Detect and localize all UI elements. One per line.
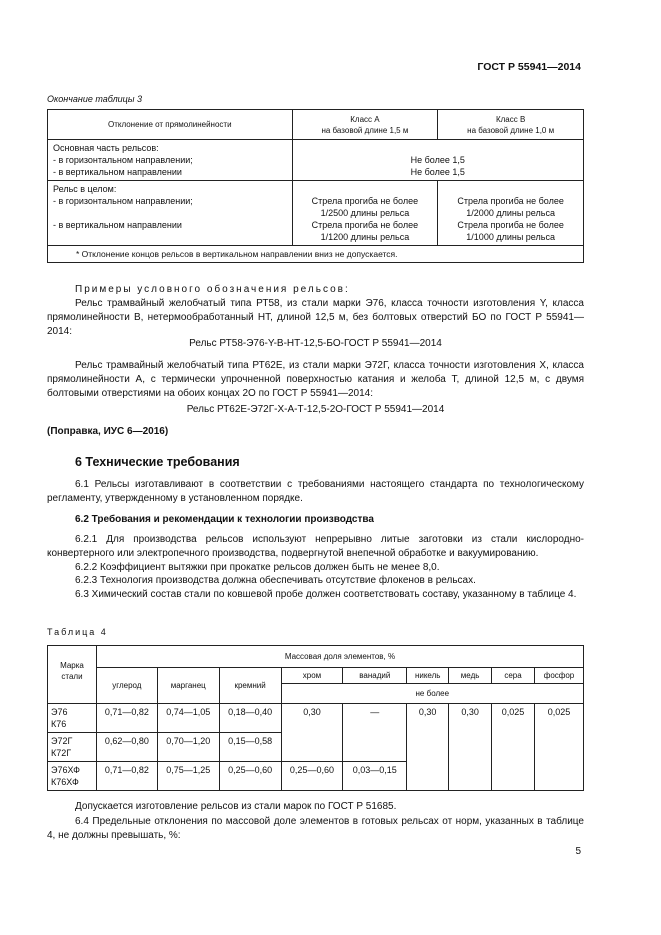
table-cell: [292, 181, 438, 246]
cell-line: - в горизонтальном направлении;: [53, 196, 193, 206]
table-header-cell: [438, 110, 584, 140]
table-header-cell: медь: [449, 668, 492, 684]
example-2-code: Рельс РТ62Е-Э72Г-Х-А-Т-12,5-2О-ГОСТ Р 55941—2014: [186, 404, 445, 415]
page-number: 5: [575, 846, 581, 857]
cell-line: Стрела прогиба не более: [311, 220, 419, 230]
paragraph-6-2-3: 6.2.3 Технология производства должна обеспечивать отсутствие флокенов в рельсах.: [75, 575, 476, 586]
table-header-cell: никель: [407, 668, 449, 684]
grade-line: К72Г: [51, 748, 72, 758]
table-cell: 0,71—0,82: [96, 704, 157, 733]
cell-line: 1/1000 длины рельса: [466, 232, 555, 242]
cell-line: Основная часть рельсов:: [53, 143, 159, 153]
cell-line: 1/2000 длины рельса: [466, 208, 555, 218]
example-1-code: Рельс РТ58-Э76-Y-В-НТ-12,5-БО-ГОСТ Р 55941—2014: [189, 338, 442, 349]
cell-line: Рельс в целом:: [53, 184, 117, 194]
grade-line: К76: [51, 719, 67, 729]
table-header-cell: сера: [492, 668, 535, 684]
cell-line: Не более 1,5: [410, 167, 465, 177]
table-cell: 0,75—1,25: [157, 762, 219, 791]
cell-line: Стрела прогиба не более: [457, 220, 564, 230]
table-cell: —: [343, 704, 407, 762]
cell-line: - в вертикальном направлении: [53, 220, 182, 230]
cell-line: 1/1200 длины рельса: [320, 232, 410, 242]
table-header-cell: хром: [281, 668, 343, 684]
header-line: на базовой длине 1,0 м: [467, 125, 555, 135]
table-cell: 0,70—1,20: [157, 733, 219, 762]
cell-line: - в горизонтальном направлении;: [53, 155, 193, 165]
allowed-grades-note: Допускается изготовление рельсов из стали марок по ГОСТ Р 51685.: [75, 801, 397, 812]
table-cell: 0,025: [492, 704, 535, 791]
table-header-cell: марганец: [157, 668, 219, 704]
cell-line: Стрела прогиба не более: [311, 196, 419, 206]
grade-cell: [48, 762, 97, 791]
table-cell: [48, 140, 293, 181]
table-row: [48, 246, 584, 263]
table-header-cell: ванадий: [343, 668, 407, 684]
grade-line: Э76ХФ: [51, 765, 81, 775]
table-cell: 0,15—0,58: [219, 733, 281, 762]
table-header-cell: Массовая доля элементов, %: [96, 646, 583, 668]
table-row: [48, 704, 584, 733]
table-cell: [48, 181, 293, 246]
paragraph-6-3: 6.3 Химический состав стали по ковшевой пробе должен соответствовать составу, указанному в таблице 4.: [75, 589, 577, 600]
table-cell: 0,03—0,15: [343, 762, 407, 791]
grade-cell: [48, 733, 97, 762]
table-cell: [292, 140, 583, 181]
table-header-cell: фосфор: [534, 668, 583, 684]
table-header-cell: не более: [281, 684, 583, 704]
cell-line: Стрела прогиба не более: [457, 196, 564, 206]
table-cell: 0,74—1,05: [157, 704, 219, 733]
table-header-cell: углерод: [96, 668, 157, 704]
table-header-cell: Марка стали: [48, 646, 97, 704]
table-cell: 0,30: [407, 704, 449, 791]
table-row: [48, 140, 584, 181]
paragraph-6-2-1: 6.2.1 Для производства рельсов используют непрерывно литые заготовки из стали кислородно-конвертерного или электропечного производства, подвергнутой внепечной обработке и вакуумированию.: [47, 534, 584, 559]
table-cell: 0,71—0,82: [96, 762, 157, 791]
paragraph-6-4: 6.4 Предельные отклонения по массовой доле элементов в готовых рельсах от норм, указанных в таблице 4, не должны превышать, %:: [47, 816, 584, 841]
table-cell: [438, 181, 584, 246]
table-cell: 0,18—0,40: [219, 704, 281, 733]
grade-cell: [48, 704, 97, 733]
table-row: [48, 110, 584, 140]
table-header-cell: [292, 110, 438, 140]
examples-heading: Примеры условного обозначения рельсов:: [75, 284, 350, 295]
table-header-cell: Отклонение от прямолинейности: [48, 110, 293, 140]
table-footnote: * Отклонение концов рельсов в вертикальном направлении вниз не допускается.: [48, 246, 584, 263]
table-cell: 0,25—0,60: [219, 762, 281, 791]
paragraph-6-1: 6.1 Рельсы изготавливают в соответствии с требованиями настоящего стандарта по технологическому регламенту, утвержденному в установленном порядке.: [47, 479, 584, 504]
example-2-text: Рельс трамвайный желобчатый типа РТ62Е, из стали марки Э72Г, класса точности изготовления X, класса прямолинейности А, с термически упрочненной поверхностью катания и желоба Т, длиной 12,5 м, с двумя болтовыми отверстиями на обоих концах 2О по ГОСТ Р 55941—2014:: [47, 360, 584, 399]
example-1-text: Рельс трамвайный желобчатый типа РТ58, из стали марки Э76, класса точности изготовления Y, класса прямолинейности В, нетермообработанный НТ, длиной 12,5 м, без болтовых отверстий БО по ГОСТ Р 55941—2014:: [47, 298, 584, 337]
document-header: ГОСТ Р 55941—2014: [477, 61, 581, 73]
cell-line: - в вертикальном направлении: [53, 167, 182, 177]
grade-line: Э72Г: [51, 736, 73, 746]
cell-line: Не более 1,5: [410, 155, 465, 165]
grade-line: Э76: [51, 707, 68, 717]
header-line: на базовой длине 1,5 м: [321, 125, 409, 135]
subsection-6-2-title: 6.2 Требования и рекомендации к технологии производства: [75, 514, 374, 525]
table-cell: 0,62—0,80: [96, 733, 157, 762]
cell-line: 1/2500 длины рельса: [320, 208, 410, 218]
table-cell: 0,30: [449, 704, 492, 791]
table-header-cell: кремний: [219, 668, 281, 704]
table-row: [48, 646, 584, 668]
table3-caption: Окончание таблицы 3: [47, 94, 142, 104]
table-row: [48, 668, 584, 684]
table-cell: 0,25—0,60: [281, 762, 343, 791]
table4-caption: Таблица 4: [47, 627, 108, 637]
header-line: Класс А: [350, 114, 380, 124]
table-row: [48, 181, 584, 246]
table-3: [47, 109, 584, 263]
table-cell: 0,025: [534, 704, 583, 791]
amendment-note: (Поправка, ИУС 6—2016): [47, 426, 169, 437]
table-cell: 0,30: [281, 704, 343, 762]
section-6-title: 6 Технические требования: [75, 455, 240, 469]
grade-line: К76ХФ: [51, 777, 79, 787]
paragraph-6-2-2: 6.2.2 Коэффициент вытяжки при прокатке рельсов должен быть не менее 8,0.: [75, 562, 440, 573]
table-4: [47, 645, 584, 791]
header-line: Класс В: [495, 114, 526, 124]
